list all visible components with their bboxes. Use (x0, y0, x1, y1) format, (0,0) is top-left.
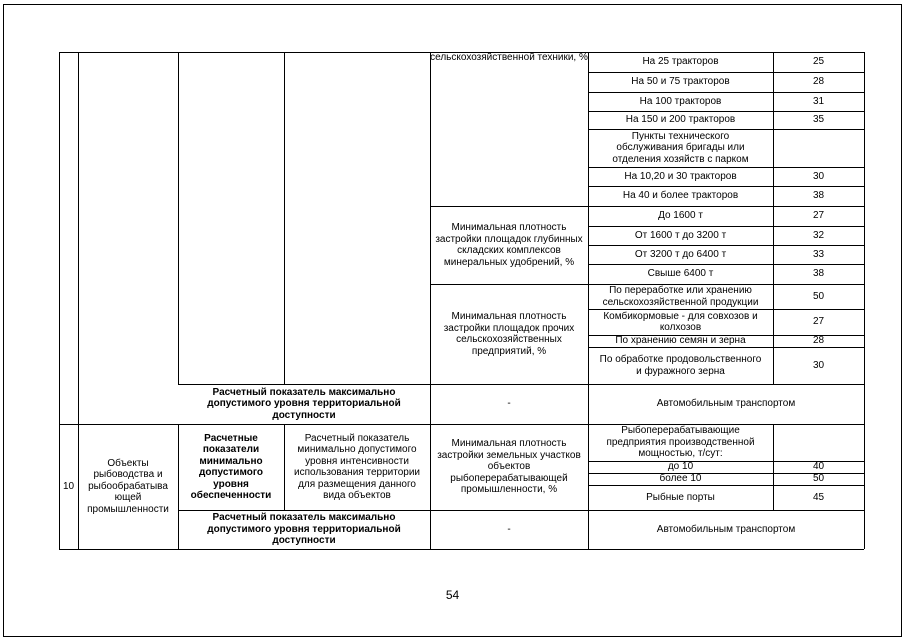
tractor-label-1: На 25 тракторов (642, 56, 719, 68)
fish-label-1: до 10 (667, 461, 694, 473)
other-label-2: Комбикормовые - для совхозов и колхозов (603, 310, 758, 333)
service-value-2: 38 (812, 190, 825, 202)
tractor-value-1: 25 (812, 56, 825, 68)
row-number: 10 (62, 480, 75, 492)
tractor-label-2: На 50 и 75 тракторов (631, 76, 730, 88)
indicator-name: Минимальная плотность застройки земельных участков объектов рыбоперерабатывающей промышленности, % (437, 438, 581, 496)
fish-value-2: 50 (812, 473, 825, 485)
other-label-3: По хранению семян и зерна (615, 335, 746, 347)
warehouse-label-3: От 3200 т до 6400 т (634, 248, 727, 260)
access-dash: - (507, 398, 511, 410)
service-label-1: На 10,20 и 30 тракторов (624, 170, 737, 182)
access-label-10: Расчетный показатель максимально допустимого уровня территориальной доступности (207, 512, 401, 547)
indicator: Расчетный показатель минимально допустимого уровня интенсивности использования территории для размещения данного вида объектов (294, 432, 420, 501)
source-name: сельскохозяйственной техники, % (430, 52, 588, 63)
fish-label-3: Рыбные порты (646, 491, 715, 503)
tractor-value-4: 35 (812, 114, 825, 126)
tractor-value-3: 31 (812, 95, 825, 107)
tractor-value-2: 28 (812, 76, 825, 88)
fish-label-2: более 10 (659, 473, 702, 485)
warehouse-value-3: 33 (812, 248, 825, 260)
indicator-group: Расчетные показатели минимально допустимого уровня обеспеченности (190, 432, 272, 501)
access-value-10: Автомобильным транспортом (656, 523, 796, 535)
other-name: Минимальная плотность застройки площадок прочих сельскохозяйственных предприятий, % (443, 311, 575, 357)
tractor-label-4: На 150 и 200 тракторов (625, 114, 736, 126)
page-number: 54 (445, 588, 460, 602)
warehouse-name: Минимальная плотность застройки площадок глубинных складских комплексов минеральных удобрений, % (435, 222, 583, 268)
access-value: Автомобильным транспортом (656, 398, 796, 410)
warehouse-label-4: Свыше 6400 т (647, 268, 714, 280)
other-label-1: По переработке или хранению сельскохозяйственной продукции (602, 285, 759, 308)
warehouse-value-2: 32 (812, 229, 825, 241)
fish-value-3: 45 (812, 491, 825, 503)
other-value-4: 30 (812, 359, 825, 371)
access-dash-10: - (507, 523, 511, 535)
other-value-2: 27 (812, 316, 825, 328)
other-label-4: По обработке продовольственного и фуражного зерна (599, 354, 762, 377)
service-value-1: 30 (812, 170, 825, 182)
service-points-label: Пункты технического обслуживания бригады или отделения хозяйств с парком (612, 130, 749, 165)
other-value-1: 50 (812, 290, 825, 302)
warehouse-label-1: До 1600 т (658, 210, 703, 222)
tractor-label-3: На 100 тракторов (639, 95, 722, 107)
object-name: Объекты рыбоводства и рыбообрабатыва ющей промышленности (87, 457, 169, 515)
fish-value-1: 40 (812, 461, 825, 473)
warehouse-value-4: 38 (812, 268, 825, 280)
fish-header: Рыбоперерабатывающие предприятия производственной мощностью, т/сут: (606, 425, 755, 460)
service-label-2: На 40 и более тракторов (622, 190, 739, 202)
other-value-3: 28 (812, 335, 825, 347)
warehouse-value-1: 27 (812, 210, 825, 222)
warehouse-label-2: От 1600 т до 3200 т (634, 229, 727, 241)
access-label: Расчетный показатель максимально допустимого уровня территориальной доступности (207, 386, 401, 421)
